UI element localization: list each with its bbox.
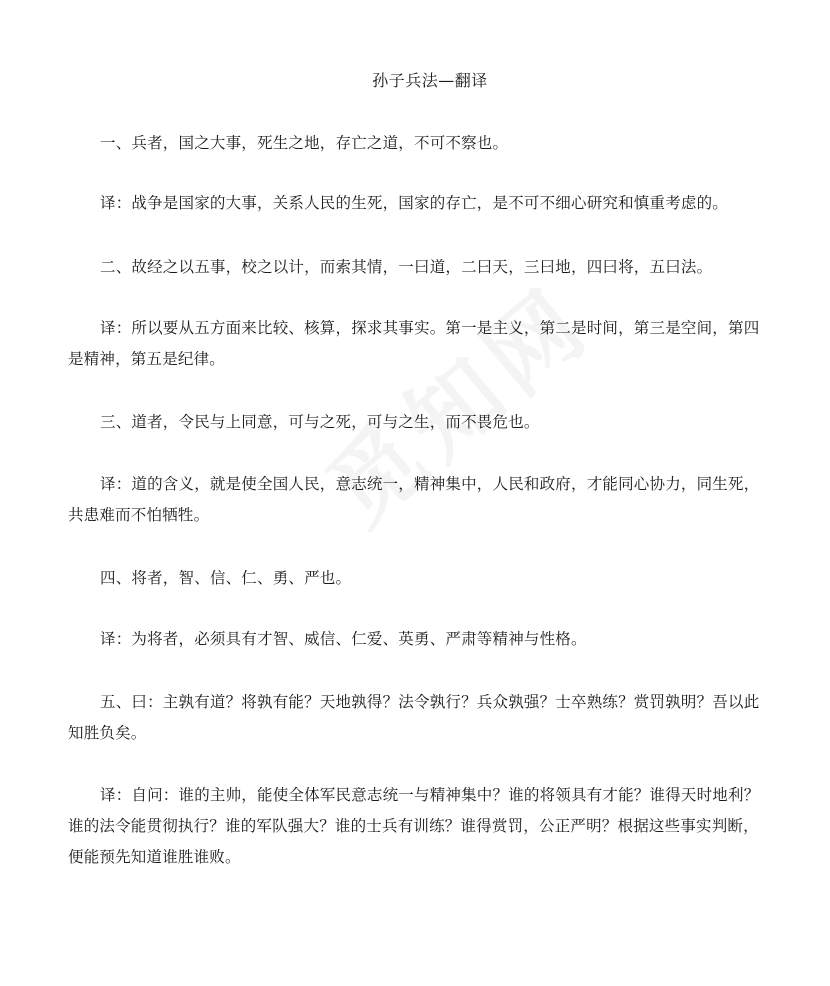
paragraph-2-translation: 译：所以要从五方面来比较、核算，探求其事实。第一是主义，第二是时间，第三是空间，第四是精神，第五是纪律。 [68, 319, 760, 368]
paragraph-5-translation: 译：自问：谁的主帅，能使全体军民意志统一与精神集中？谁的将领具有才能？谁得天时地利？谁的法令能贯彻执行？谁的军队强大？谁的士兵有训练？谁得赏罚，公正严明？根据这些事实判断，便能预先知道谁胜谁败。 [68, 786, 760, 866]
paragraph-5: 五、曰：主孰有道？将孰有能？天地孰得？法令孰行？兵众孰强？士卒熟练？赏罚孰明？吾以此知胜负矣。 [68, 693, 760, 742]
paragraph-4: 四、将者，智、信、仁、勇、严也。 [100, 569, 352, 587]
paragraph-1: 一、兵者，国之大事，死生之地，存亡之道，不可不察也。 [100, 134, 509, 152]
page-title: 孙子兵法—翻译 [372, 71, 488, 90]
paragraph-4-translation: 译：为将者，必须具有才智、威信、仁爱、英勇、严肃等精神与性格。 [100, 630, 587, 648]
paragraph-1-translation: 译：战争是国家的大事，关系人民的生死，国家的存亡，是不可不细心研究和慎重考虑的。 [100, 194, 729, 212]
paragraph-3: 三、道者，令民与上同意，可与之死，可与之生，而不畏危也。 [100, 413, 540, 431]
paragraph-3-translation: 译：道的含义，就是使全国人民，意志统一，精神集中，人民和政府，才能同心协力，同生死，共患难而不怕牺牲。 [68, 475, 760, 524]
paragraph-2: 二、故经之以五事，校之以计，而索其情，一曰道，二曰天，三曰地，四曰将，五曰法。 [100, 258, 713, 276]
